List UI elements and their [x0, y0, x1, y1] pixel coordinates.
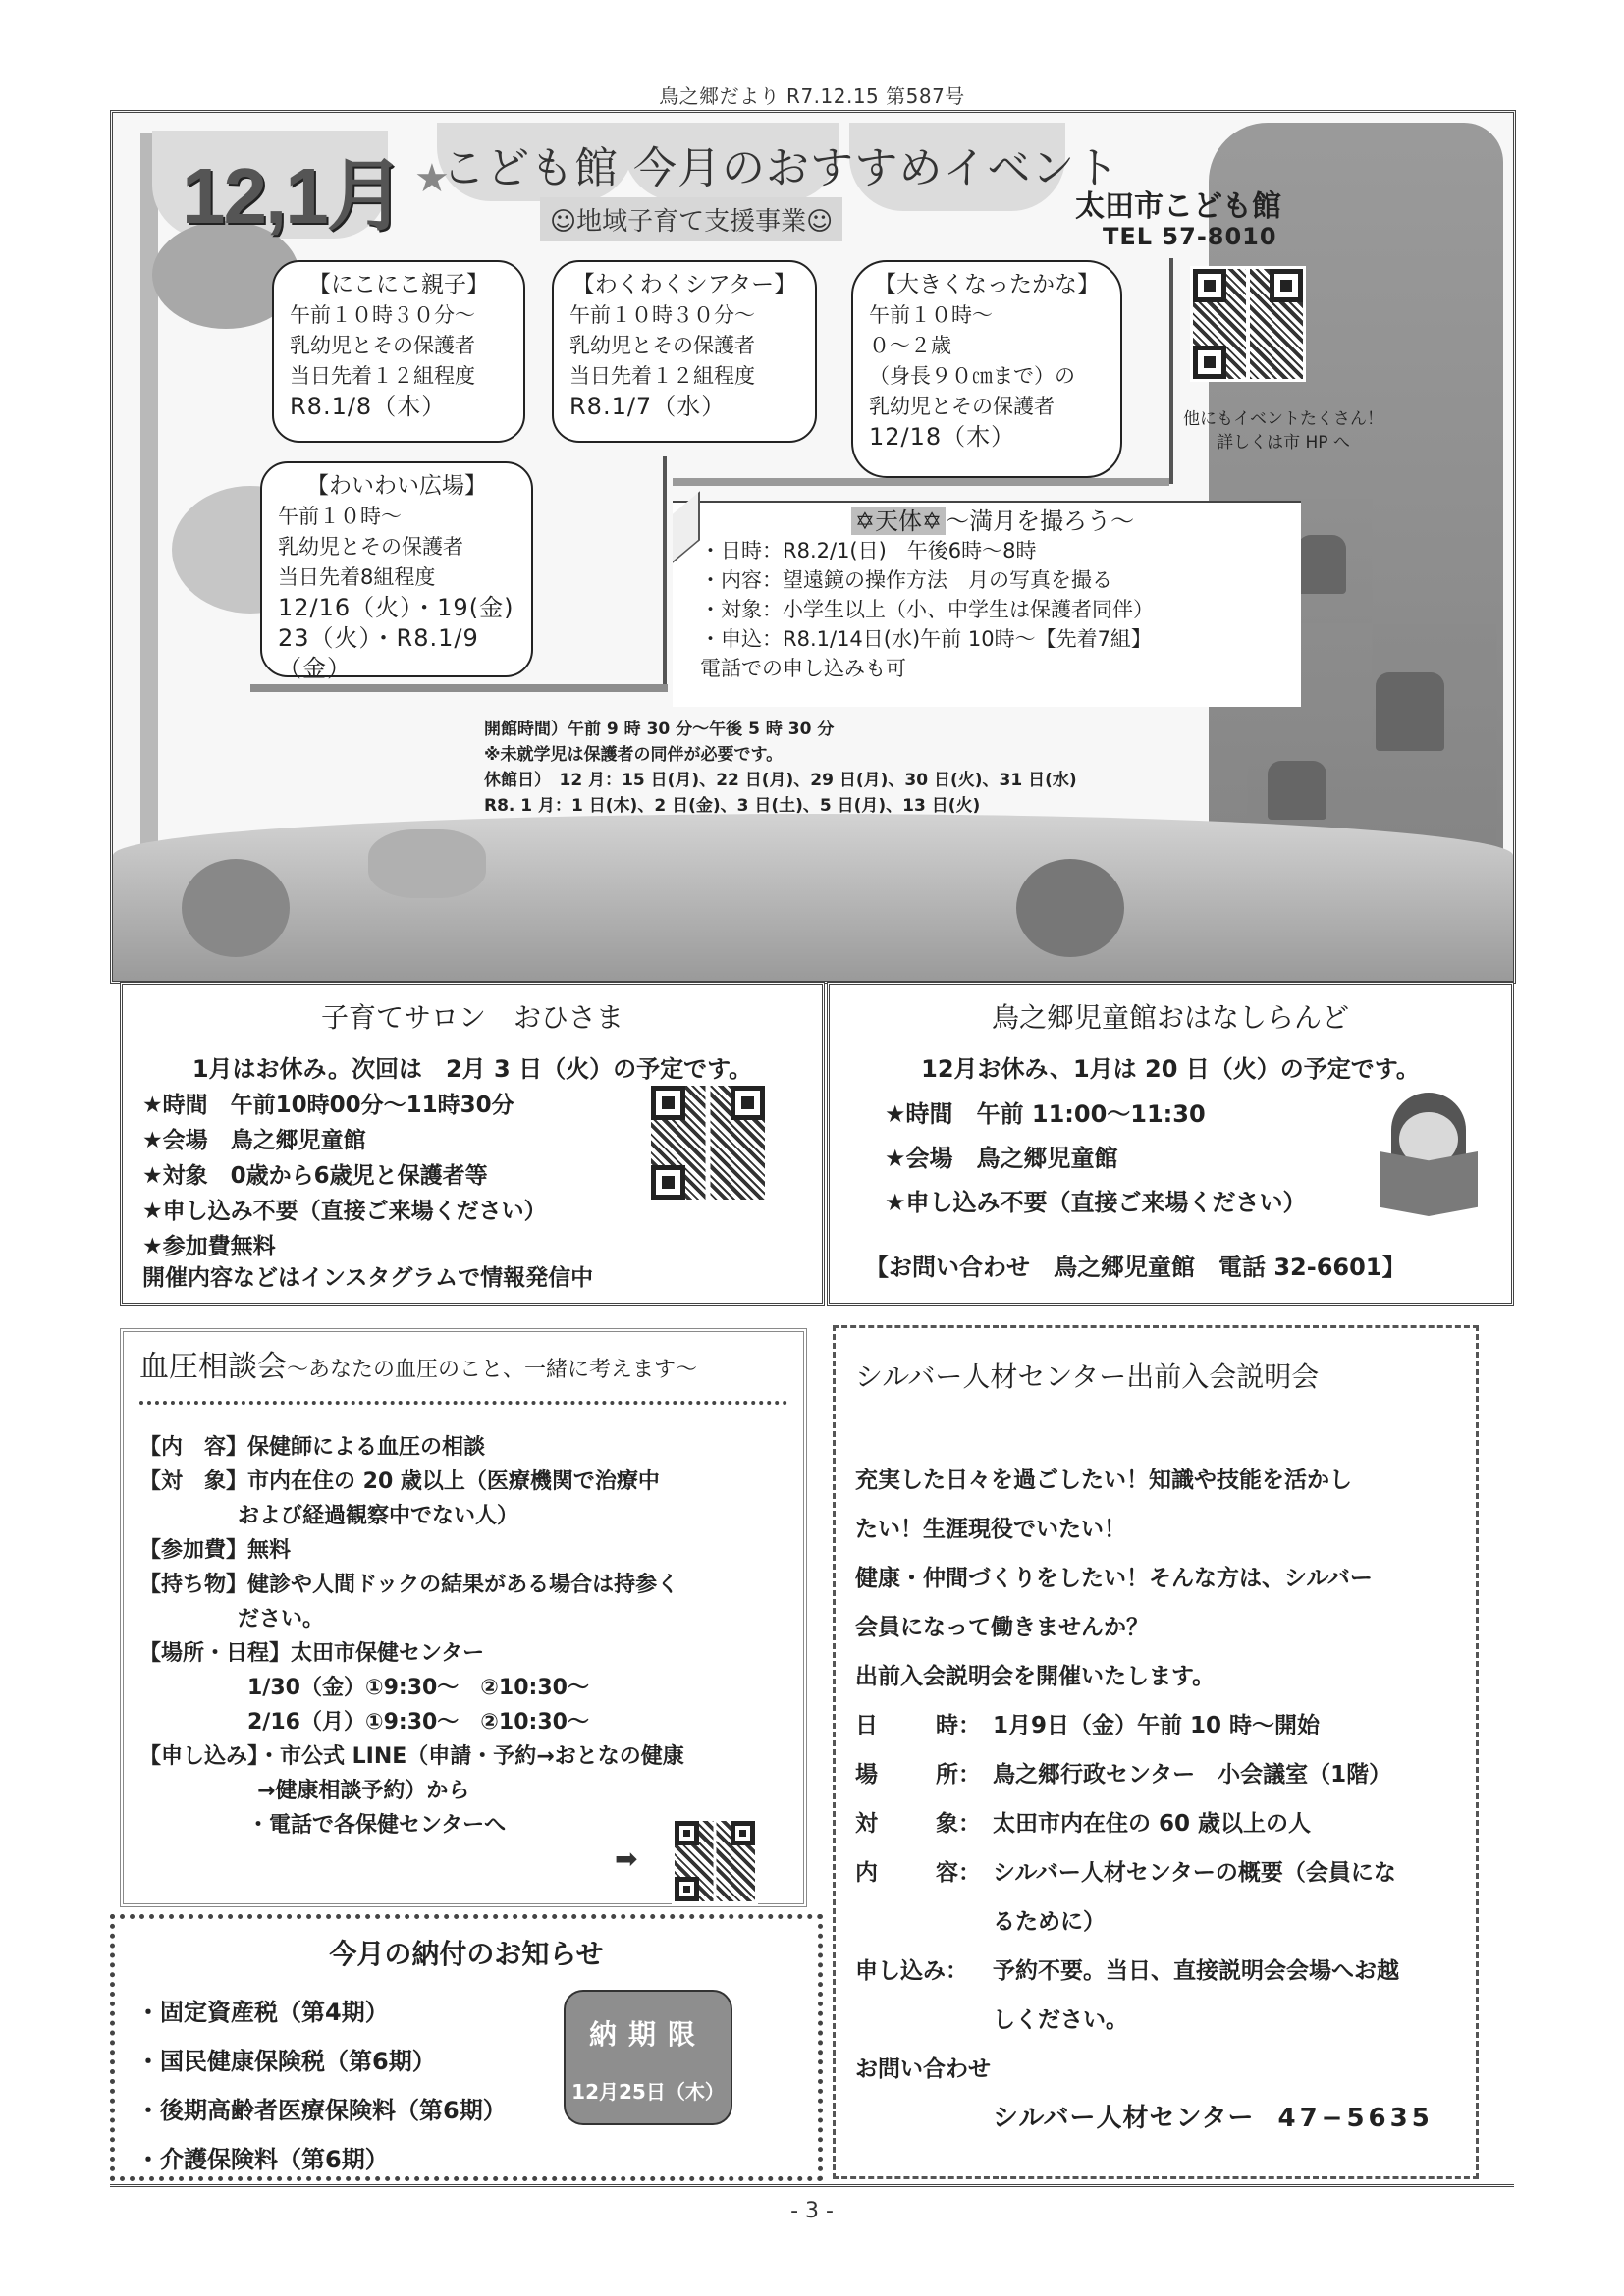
event-card-wakuwaku: 【わくわくシアター】 午前１０時３０分～ 乳幼児とその保護者 当日先着１２組程度 R8.1/7（水）: [552, 260, 817, 443]
salon-details: ★時間 午前10時00分～11時30分 ★会場 鳥之郷児童館 ★対象 0歳から6歳児と保護者等 ★申し込み不要（直接ご来場ください） ★参加費無料: [142, 1093, 547, 1259]
event-card-waiwai: 【わいわい広場】 午前１０時～ 乳幼児とその保護者 当日先着8組程度 12/16（火）・19(金) 23（火）・R8.1/9（金）: [260, 461, 533, 677]
detail-row-place: 場 所： 鳥之郷行政センター 小会議室（1階）: [855, 1762, 1392, 1788]
pancake-illustration: [368, 829, 486, 898]
event-qr-code[interactable]: [1190, 266, 1306, 382]
center-name: 太田市こども館: [1075, 189, 1281, 224]
bp-details: 【内 容】保健師による血圧の相談 【対 象】市内在住の 20 歳以上（医療機関で治療中 および経過観察中でない人） 【参加費】無料 【持ち物】健診や人間ドックの結果がある場合は持参く ださい。 【場所・日程】太田市保健センター 1/30（金）①9:30～ ②10:30～ 2/16（月）①9:30～ ②10:30～ 【申し込み】・市公式 LINE（申請・予約→おとなの健康 →健康相談予約）から ・電話で各保健センターへ: [139, 1435, 684, 1838]
reading-characters: [1016, 859, 1124, 957]
page-fold-decoration: [673, 491, 700, 562]
subsidy-label: ☺地域子育て支援事業☺: [540, 197, 842, 241]
line-qr-code[interactable]: [672, 1818, 758, 1904]
month-label: 12,1月: [182, 152, 404, 240]
silver-center-info-session: [833, 1325, 1479, 2179]
silver-intro: 充実した日々を過ごしたい！知識や技能を活かし たい！生涯現役でいたい！ 健康・仲間づくりをしたい！そんな方は、シルバー 会員になって働きませんか？ 出前入会説明会を開催いたします。: [855, 1468, 1373, 1689]
ohanashi-contact: 【お問い合わせ 鳥之郷児童館 電話 32-6601】: [865, 1254, 1406, 1281]
arrow-right-icon: ➡: [615, 1842, 638, 1875]
event-title: ★ こども館 今月のおすすめイベント: [414, 143, 1120, 201]
reading-girl-illustration: [1380, 1093, 1478, 1220]
instagram-qr-code[interactable]: [648, 1083, 768, 1202]
bp-title: 血圧相談会～あなたの血圧のこと、一緒に考えます～: [139, 1350, 698, 1384]
star-icon: ★: [414, 156, 451, 201]
divider: [1169, 258, 1173, 484]
silver-details: 日 時： 1月9日（金）午前 10 時～開始 場 所： 鳥之郷行政センター 小会議室（1階） 対 象： 太田市内在住の 60 歳以上の人 内 容： シルバー人材センターの概要（会員にな るために） 申し込み： 予約不要。当日、直接説明会会場へお越 しください。 お問い合わせ シルバー人材センター 47−5635: [855, 1701, 1456, 2143]
event-card-nikoniko: 【にこにこ親子】 午前１０時３０分～ 乳幼児とその保護者 当日先着１２組程度 R8.1/8（木）: [272, 260, 525, 443]
page-number: - 3 -: [790, 2199, 834, 2223]
divider: [663, 456, 667, 692]
contact-label: お問い合わせ: [855, 2056, 991, 2082]
salon-title: 子育てサロン おひさま: [320, 1001, 623, 1034]
payment-items: ・固定資産税（第4期） ・国民健康保険税（第6期） ・後期高齢者医療保険料（第6期） ・介護保険料（第6期）: [136, 1999, 507, 2173]
kodomo-kan-events: [110, 110, 1516, 984]
qr-caption: 他にもイベントたくさん！ 詳しくは市 HP へ: [1183, 409, 1383, 453]
ohanashi-details: ★時間 午前 11:00～11:30 ★会場 鳥之郷児童館 ★申し込み不要（直接ご来場ください）: [885, 1100, 1307, 1216]
silver-contact: シルバー人材センター 47−5635: [993, 2104, 1434, 2133]
detail-row-apply: 申し込み： 予約不要。当日、直接説明会会場へお越: [855, 1958, 1399, 1984]
divider: [250, 684, 668, 692]
ohanashi-land: [827, 982, 1514, 1306]
divider: [673, 478, 1169, 486]
astronomy-title-highlight: ✡天体✡: [851, 507, 946, 535]
deadline-badge: 納期限 12月25日（木）: [564, 1990, 732, 2125]
payment-title: 今月の納付のお知らせ: [329, 1938, 604, 1970]
salon-instagram-note: 開催内容などはインスタグラムで情報発信中: [142, 1265, 594, 1291]
ohanashi-subtitle: 12月お休み、1月は 20 日（火）の予定です。: [921, 1055, 1420, 1083]
teapot-character: [182, 859, 290, 957]
event-card-ookiku: 【大きくなったかな】 午前１０時～ ０～２歳 （身長９０㎝まで）の 乳幼児とその保護者 12/18（木）: [851, 260, 1122, 478]
detail-row-content: 内 容： シルバー人材センターの概要（会員にな: [855, 1860, 1396, 1886]
blood-pressure-consultation: [120, 1328, 807, 1907]
detail-row-target: 対 象： 太田市内在住の 60 歳以上の人: [855, 1811, 1312, 1837]
astronomy-event: ✡天体✡ ～満月を撮ろう～ ・日時：R8.2/1(日) 午後6時～8時 ・内容：望遠鏡の操作方法 月の写真を撮る ・対象：小学生以上（小、中学生は保護者同伴） ・申込：R8.1/14日(水)午前 10時～【先着7組】 電話での申し込みも可: [673, 501, 1301, 707]
salon-subtitle: 1月はお休み。次回は 2月 3 日（火）の予定です。: [191, 1055, 753, 1083]
divider: [110, 2184, 1514, 2187]
payment-notice: [110, 1914, 823, 2181]
newsletter-issue-header: 鳥之郷だより R7.12.15 第587号: [659, 84, 965, 108]
salon-ohisama: [120, 982, 825, 1306]
ohanashi-title: 鳥之郷児童館おはなしらんど: [991, 1001, 1349, 1034]
detail-row-datetime: 日 時： 1月9日（金）午前 10 時～開始: [855, 1713, 1321, 1738]
silver-title: シルバー人材センター出前入会説明会: [855, 1361, 1320, 1393]
characters-illustration: [113, 814, 1513, 981]
center-tel: TEL 57-8010: [1103, 223, 1277, 250]
opening-hours: 開館時間）午前 9 時 30 分～午後 5 時 30 分 ※未就学児は保護者の同伴が必要です。 休館日） 12 月：15 日(月)、22 日(月)、29 日(月)、30 日(火)、31 日(水) R8. 1 月：1 日(木)、2 日(金)、3 日(土)、5 日(月)、13 日(火): [484, 720, 1077, 816]
dotted-divider: [139, 1401, 787, 1405]
